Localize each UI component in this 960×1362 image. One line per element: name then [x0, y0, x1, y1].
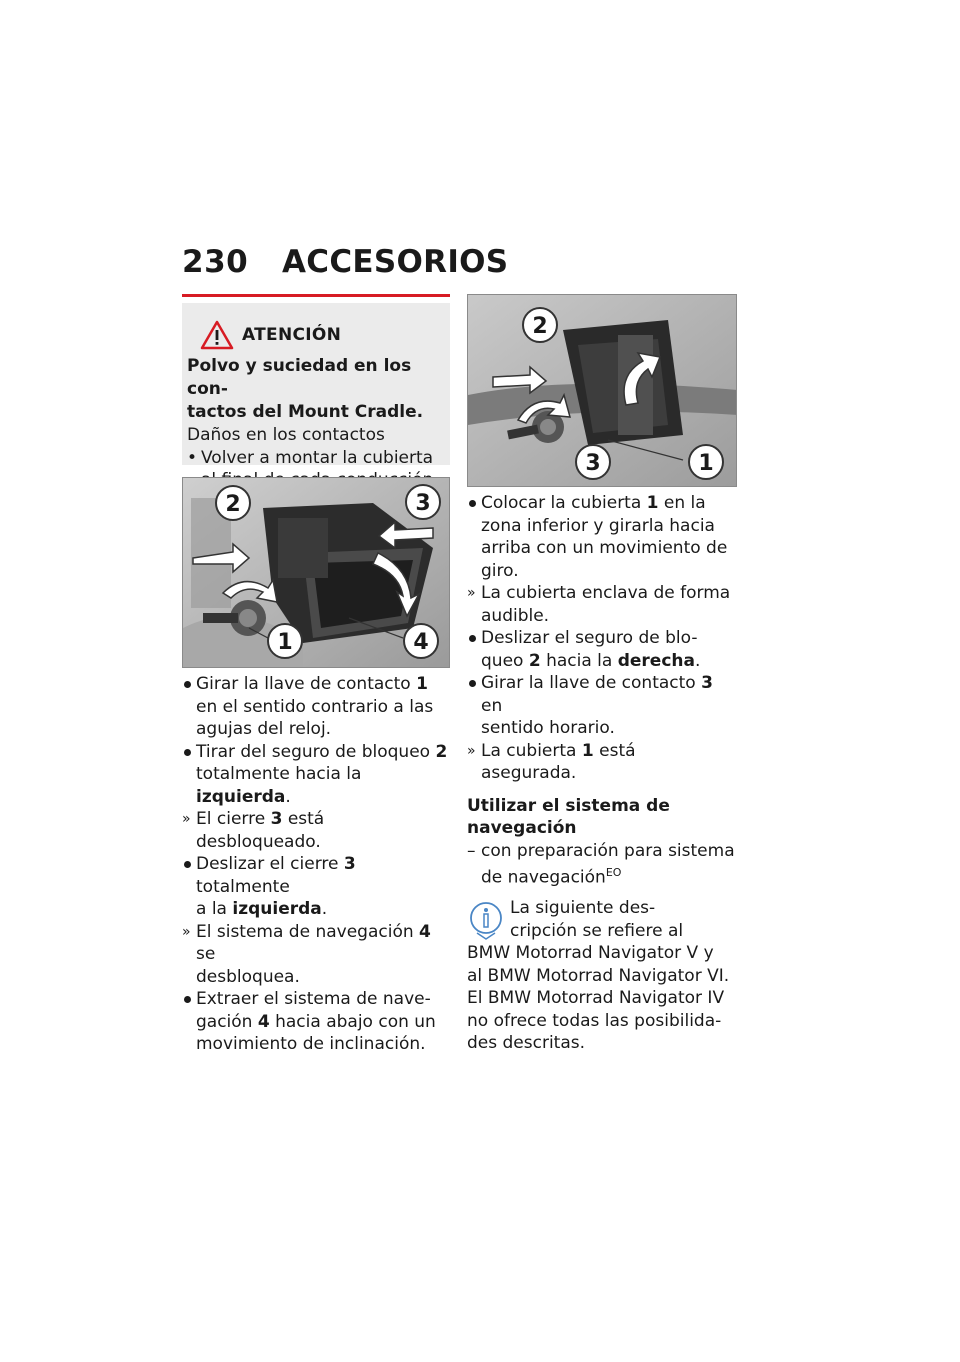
figure1-label-4: 4 — [413, 630, 429, 655]
figure-lock-cover — [467, 294, 737, 487]
warning-subtitle: Polvo y suciedad en los con- tactos del Mount Cradle. — [187, 356, 424, 422]
figure-unlock-illustration — [183, 478, 450, 668]
figure2-label-2: 2 — [532, 314, 548, 339]
right-steps — [467, 492, 735, 785]
right-column — [467, 492, 735, 1055]
step-item: Deslizar el seguro de blo- queo 2 hacia la derecha. — [481, 628, 701, 671]
warning-box — [182, 303, 450, 468]
header-rule — [182, 294, 450, 297]
step-item: » El cierre 3 está desbloqueado. — [182, 809, 325, 852]
figure1-label-3: 3 — [415, 491, 431, 516]
warning-triangle-icon — [200, 320, 234, 350]
info-icon — [469, 901, 503, 941]
left-steps — [182, 673, 450, 1056]
step-item: » La cubierta 1 está asegurada. — [467, 740, 636, 783]
step-item: Girar la llave de contacto 1 en el sentido contrario a las agujas del reloj. — [196, 674, 434, 739]
warning-bullet: • Volver a montar la cubierta — [187, 447, 434, 468]
page-header — [182, 244, 509, 280]
result-arrow-icon: » — [182, 811, 191, 827]
step-item: » La cubierta enclava de forma audible. — [467, 583, 731, 626]
figure-lock-illustration — [468, 295, 737, 487]
figure1-label-2: 2 — [225, 492, 241, 517]
step-item: Colocar la cubierta 1 en la zona inferior y girarla hacia arriba con un movimiento de giro. — [481, 493, 728, 581]
step-item: Extraer el sistema de nave- gación 4 hacia abajo con un movimiento de inclinación. — [196, 989, 436, 1054]
warning-header — [187, 315, 440, 355]
result-arrow-icon: » — [467, 742, 476, 759]
section-title: Utilizar el sistema de navegación — [467, 795, 670, 838]
result-arrow-icon: » — [467, 585, 476, 601]
step-item: Tirar del seguro de bloqueo 2 totalmente hacia la izquierda. — [196, 741, 448, 807]
equipment-code: EO — [605, 866, 622, 879]
page-number: 230 — [182, 244, 249, 280]
prerequisite: – con preparación para sistema de navegación$^{EO}$ — [467, 840, 735, 888]
warning-title: ATENCIÓN — [242, 325, 342, 345]
step-item: Girar la llave de contacto 3 en sentido horario. — [481, 673, 713, 738]
result-arrow-icon: » — [182, 923, 191, 940]
figure2-label-3: 3 — [585, 451, 601, 476]
step-item: Deslizar el cierre 3 totalmente a la izquierda. — [196, 854, 356, 919]
step-item: » El sistema de navegación 4 se desbloquea. — [182, 921, 431, 987]
chapter-title: ACCESORIOS — [282, 244, 509, 280]
figure-unlock-navigator — [182, 477, 450, 668]
figure1-label-1: 1 — [277, 630, 293, 655]
figure2-label-1: 1 — [698, 451, 714, 476]
info-note: La siguiente des- cripción se refiere al BMW Motorrad Navigator V y al BMW Motorrad Navigator VI. El BMW Motorrad Navigator IV no ofrece todas las posibilida- des descritas. — [467, 898, 730, 1054]
warning-text: Daños en los contactos — [187, 425, 385, 445]
